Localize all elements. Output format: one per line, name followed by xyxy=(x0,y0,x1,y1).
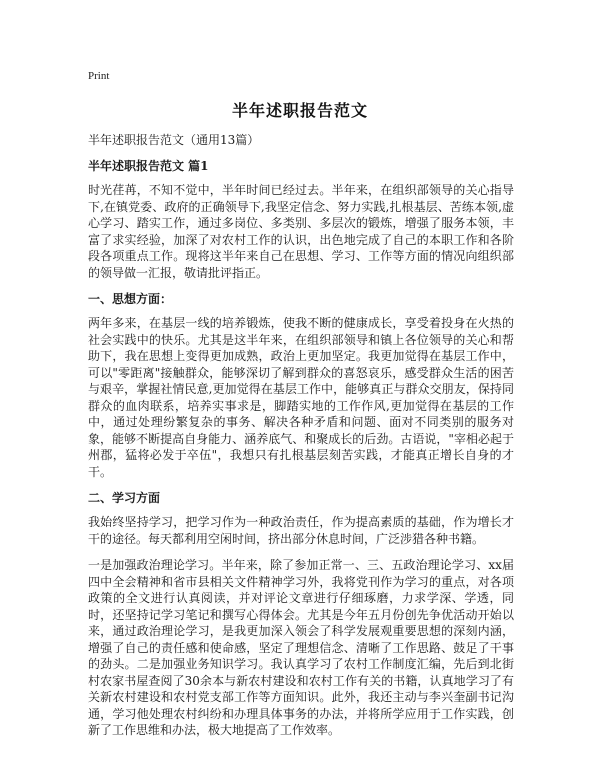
study-paragraph-1: 我始终坚持学习，把学习作为一种政治责任，作为提高素质的基础，作为增长才干的途径。每天都利用空闲时间，挤出部分休息时间，广泛涉猎各种书籍。 xyxy=(88,515,514,546)
study-paragraph-2: 一是加强政治理论学习。半年来，除了参加正常一、三、五政治理论学习、xx届四中全会精神和省市县相关文件精神学习外，我将党刊作为学习的重点，对各项政策的全文进行认真阅读，并对评论文章进行仔细琢磨，力求学深、学透，同时，还坚持记学习笔记和撰写心得体会。尤其是今年五月份创先争优活动开始以来，通过政治理论学习，是我更加深入领会了科学发展观重要思想的深刻内涵，增强了自己的责任感和使命感，坚定了理想信念、清晰了工作思路、鼓足了干事的劲头。二是加强业务知识学习。我认真学习了农村工作制度汇编，先后到北街村农家书屋查阅了30余本与新农村建设和农村工作有关的书籍，认真地学习了有关新农村建设和农村党支部工作等方面知识。此外，我还主动与李兴奎副书记沟通，学习他处理农村纠纷和办理具体事务的办法，并将所学应用于工作实践，创新了工作思维和办法，极大地提高了工作效率。 xyxy=(88,558,514,737)
section-heading-thought: 一、思想方面： xyxy=(88,292,173,306)
intro-paragraph: 时光荏苒，不知不觉中，半年时间已经过去。半年来，在组织部领导的关心指导下,在镇党委、政府的正确领导下,我坚定信念、努力实践,扎根基层、苦练本领,虚心学习、踏实工作，通过多岗位、多类别、多层次的锻炼，增强了服务本领，丰富了求实经验，加深了对农村工作的认识，出色地完成了自己的本职工作和各阶段各项重点工作。现将这半年来自己在思想、学习、工作等方面的情况向组织部的领导做一汇报，敬请批评指正。 xyxy=(88,183,514,280)
document-body xyxy=(88,132,514,749)
print-label[interactable]: Print xyxy=(88,70,110,82)
thought-paragraph: 两年多来，在基层一线的培养锻炼，使我不断的健康成长，享受着投身在火热的社会实践中的快乐。尤其是这半年来，在组织部领导和镇上各位领导的关心和帮助下，我在思想上变得更加成熟，政治上更加坚定。我更加觉得在基层工作中，可以"零距离"接触群众，能够深切了解到群众的喜怒哀乐，感受群众生活的困苦与艰辛，掌握社情民意,更加觉得在基层工作中，能够真正与群众交朋友，保持同群众的血肉联系，培养实事求是，脚踏实地的工作作风,更加觉得在基层的工作中，通过处理纷繁复杂的事务、解决各种矛盾和问题、面对不同类别的服务对象，能够不断提高自身能力、涵养底气、和聚成长的后劲。古语说，"宰相必起于州郡，猛将必发于卒伍"，我想只有扎根基层刻苦实践，才能真正增长自身的才干。 xyxy=(88,316,514,479)
section-heading-study: 二、学习方面 xyxy=(88,491,161,505)
page-title: 半年述职报告范文 xyxy=(231,101,368,120)
document-subtitle: 半年述职报告范文（通用13篇） xyxy=(88,133,260,147)
chapter-heading: 半年述职报告范文 篇1 xyxy=(88,159,209,173)
